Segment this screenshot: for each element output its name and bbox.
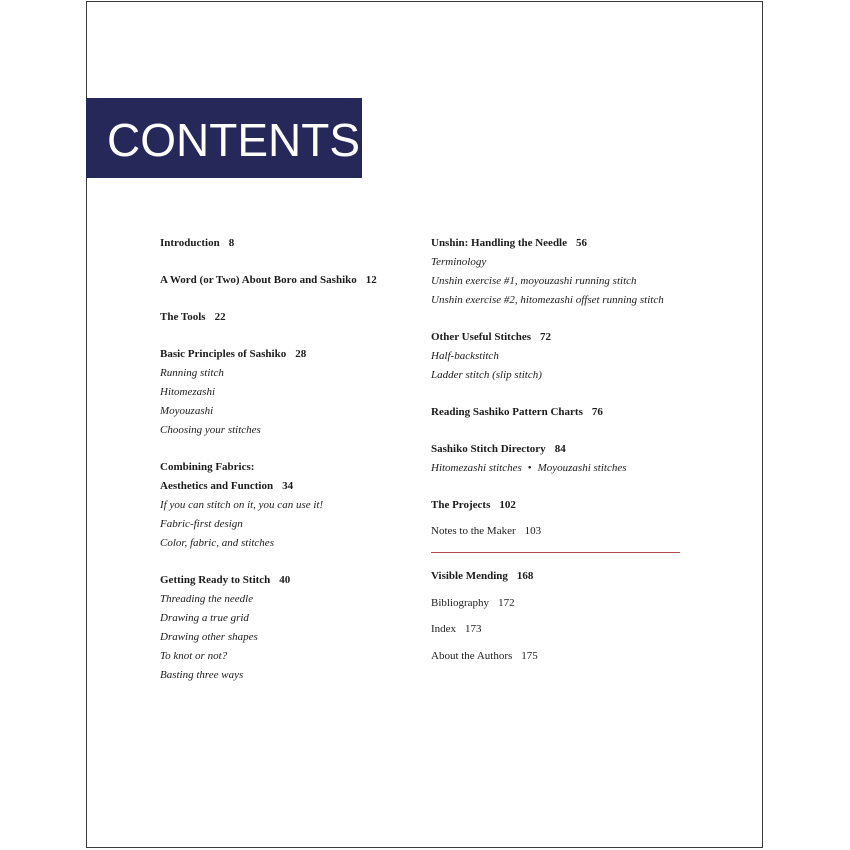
toc-subentry-directory	[431, 461, 627, 475]
toc-subentry[interactable]: Drawing a true grid	[160, 612, 249, 624]
toc-entry-title: Bibliography	[431, 597, 490, 609]
toc-page-number: 22	[214, 311, 226, 323]
toc-entry-title: Sashiko Stitch Directory	[431, 443, 546, 455]
toc-page-number: 34	[282, 480, 294, 492]
toc-subentry[interactable]: To knot or not?	[160, 650, 228, 662]
toc-entry-title: About the Authors	[431, 650, 513, 662]
toc-page-number: 102	[499, 499, 516, 511]
toc-entry-fabrics-line1[interactable]: Combining Fabrics:	[160, 461, 255, 473]
toc-page-number: 8	[228, 237, 235, 249]
toc-subentry[interactable]: Drawing other shapes	[160, 631, 258, 643]
toc-subentry[interactable]: Terminology	[431, 256, 487, 268]
toc-entry-directory[interactable]	[431, 442, 566, 456]
toc-entry-index[interactable]	[431, 622, 482, 636]
toc-subentry[interactable]: If you can stitch on it, you can use it!	[160, 499, 324, 511]
toc-entry-title: The Projects	[431, 499, 491, 511]
toc-entry-title: A Word (or Two) About Boro and Sashiko	[160, 274, 357, 286]
toc-subentry[interactable]: Basting three ways	[160, 669, 244, 681]
toc-page-number: 103	[524, 525, 542, 537]
toc-subentry[interactable]: Threading the needle	[160, 593, 254, 605]
section-divider	[431, 552, 680, 553]
toc-entry-title: Unshin: Handling the Needle	[431, 237, 567, 249]
toc-entry-fabrics[interactable]	[160, 479, 293, 493]
toc-page-number: 173	[465, 623, 482, 635]
toc-subentry[interactable]: Moyouzashi	[160, 405, 214, 417]
toc-entry-authors[interactable]	[431, 649, 538, 663]
toc-page-number: 172	[498, 597, 515, 609]
toc-page-number: 56	[576, 237, 587, 249]
toc-subentry[interactable]: Color, fabric, and stitches	[160, 537, 274, 549]
toc-entry-title: Other Useful Stitches	[431, 331, 532, 343]
toc-subentry[interactable]: Hitomezashi	[160, 386, 215, 398]
toc-entry-title: Getting Ready to Stitch	[160, 574, 271, 586]
toc-entry-unshin[interactable]	[431, 236, 587, 250]
toc-page-number: 76	[591, 406, 603, 418]
toc-page-number: 175	[521, 650, 538, 662]
toc-entry-mending[interactable]	[431, 569, 533, 583]
toc-entry-principles[interactable]	[160, 347, 306, 361]
toc-entry-charts[interactable]	[431, 405, 603, 419]
toc-subentry[interactable]: Running stitch	[160, 367, 224, 379]
toc-entry-title: Index	[431, 623, 457, 635]
toc-entry-boro[interactable]	[160, 273, 377, 287]
toc-subentry[interactable]: Ladder stitch (slip stitch)	[431, 369, 542, 381]
toc-subentry[interactable]: Unshin exercise #2, hitomezashi offset running stitch	[431, 294, 664, 306]
toc-subentry[interactable]: Half-backstitch	[431, 350, 499, 362]
toc-subentry[interactable]: Unshin exercise #1, moyouzashi running stitch	[431, 275, 637, 287]
toc-entry-title: The Tools	[160, 311, 206, 323]
toc-subentry[interactable]: Moyouzashi stitches	[537, 462, 627, 474]
toc-entry-title: Notes to the Maker	[431, 525, 516, 537]
toc-entry-tools[interactable]	[160, 310, 226, 324]
toc-subentry[interactable]: Choosing your stitches	[160, 424, 261, 436]
toc-entry-projects[interactable]	[431, 498, 516, 512]
toc-page-number: 28	[295, 348, 307, 360]
contents-heading: CONTENTS	[107, 114, 360, 166]
toc-entry-title: Introduction	[160, 237, 220, 249]
toc-subentry[interactable]: Hitomezashi stitches	[431, 462, 522, 474]
toc-entry-title: Basic Principles of Sashiko	[160, 348, 287, 360]
bullet-separator: •	[527, 462, 532, 474]
toc-page-number: 72	[540, 331, 552, 343]
toc-entry-title: Visible Mending	[431, 570, 508, 582]
toc-entry-title: Aesthetics and Function	[160, 480, 274, 492]
toc-entry-other-stitches[interactable]	[431, 330, 551, 344]
toc-page-number: 84	[554, 443, 566, 455]
toc-subentry[interactable]: Fabric-first design	[160, 518, 243, 530]
toc-entry-introduction[interactable]	[160, 236, 234, 250]
toc-page-number: 168	[516, 570, 534, 582]
toc-entry-bibliography[interactable]	[431, 596, 515, 610]
toc-entry-title: Reading Sashiko Pattern Charts	[431, 406, 583, 418]
toc-entry-ready[interactable]	[160, 573, 290, 587]
toc-page-number: 12	[365, 274, 377, 286]
toc-page-number: 40	[279, 574, 291, 586]
toc-entry-notes[interactable]	[431, 524, 541, 538]
